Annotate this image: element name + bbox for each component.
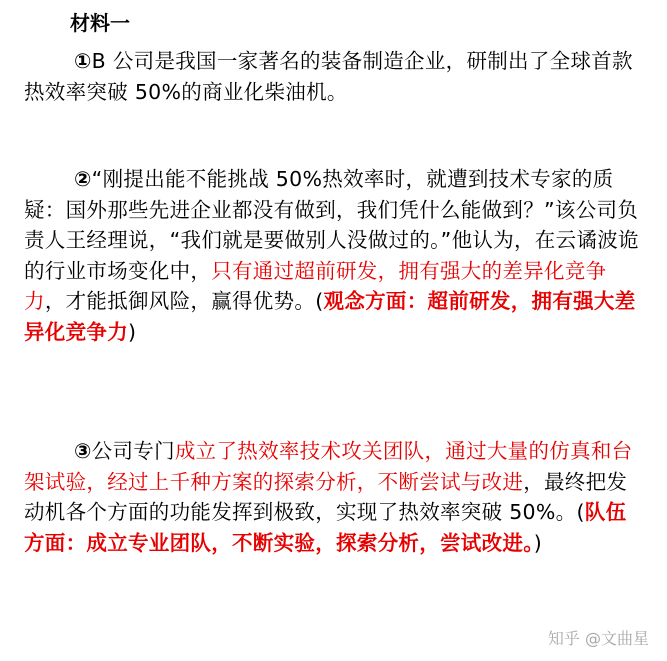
paragraph-2 xyxy=(24,164,642,348)
paragraph-3-number: ③ xyxy=(74,439,92,463)
paragraph-3-text-end: ，最终把发动机各个方面的功能发挥到极致，实现了热效率突破 50%。 xyxy=(24,469,628,525)
paragraph-2-note-close: ) xyxy=(128,319,137,344)
paragraph-3-text: 公司专门 xyxy=(91,439,175,463)
paragraph-1-text: B 公司是我国一家著名的装备制造企业，研制出了全球首款热效率突破 50%的商业化柴油机。 xyxy=(24,49,633,104)
paragraph-2-highlight: 只有通过超前研发，拥有强大的差异化竞争力 xyxy=(24,258,607,314)
paragraph-1-number: ① xyxy=(74,49,92,73)
paragraph-2-number: ② xyxy=(74,167,92,191)
paragraph-3 xyxy=(24,436,642,558)
paragraph-2-text: “刚提出能不能挑战 50%热效率时，就遭到技术专家的质疑：国外那些先进企业都没有做到，我们凭什么能做到？”该公司负责人王经理说，“我们就是要做别人没做过的。”他认为，在云谲波诡的行业市场变化中， xyxy=(24,167,639,283)
paragraph-2-note: 观念方面：超前研发，拥有强大差异化竞争力 xyxy=(24,289,636,344)
paragraph-3-note-open: ( xyxy=(576,500,585,525)
paragraph-1 xyxy=(24,46,642,107)
paragraph-3-highlight: 成立了热效率技术攻关团队，通过大量的仿真和台架试验，经过上千种方案的探索分析，不断尝试与改进 xyxy=(24,439,633,494)
section-title: 材料一 xyxy=(70,11,130,35)
watermark: 知乎 @文曲星 xyxy=(547,629,649,648)
paragraph-3-note-close: ) xyxy=(533,530,543,555)
paragraph-2-note-open: ( xyxy=(315,289,324,314)
paragraph-3-note: 队伍方面：成立专业团队，不断实验，探索分析，尝试改进。 xyxy=(24,500,627,555)
paragraph-2-text-end: ，才能抵御风险，赢得优势。 xyxy=(44,289,316,314)
